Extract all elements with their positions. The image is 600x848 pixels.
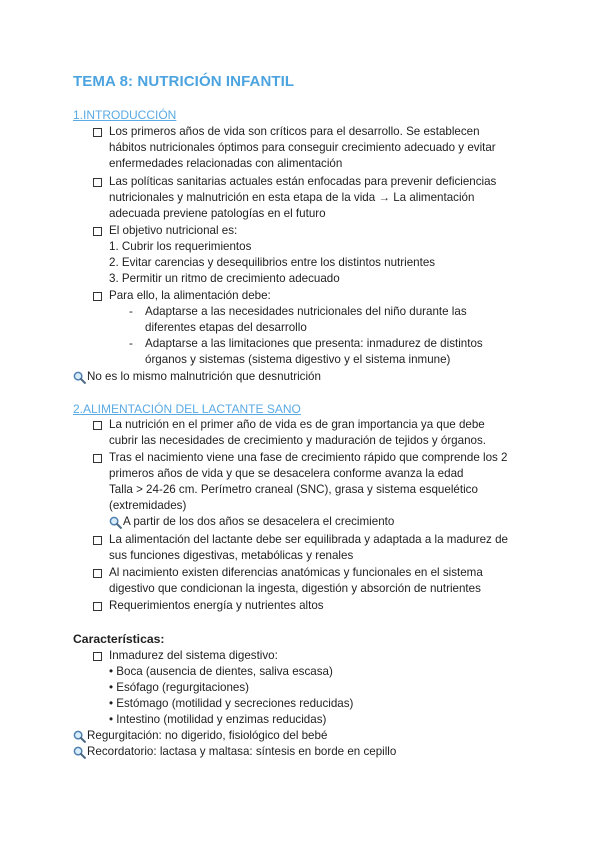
numbered-item: 3. Permitir un ritmo de crecimiento adecuado: [109, 272, 340, 285]
bullet-item: • Esófago (regurgitaciones): [109, 681, 250, 694]
dash-item-line: Adaptarse a las limitaciones que presenta: inmadurez de distintos: [145, 337, 483, 350]
note-line: A partir de los dos años se desacelera el crecimiento: [123, 515, 395, 528]
magnifier-icon: [73, 746, 86, 759]
checkbox-icon: [93, 602, 102, 611]
paragraph-line: Requerimientos energía y nutrientes altos: [109, 599, 324, 612]
checkbox-icon: [93, 227, 102, 236]
paragraph-line: Talla > 24-26 cm. Perímetro craneal (SNC), grasa y sistema esquelético: [109, 483, 478, 496]
bullet-item: • Boca (ausencia de dientes, saliva escasa): [109, 665, 333, 678]
dash-item-line: órganos y sistemas (sistema digestivo y el sistema inmune): [145, 353, 451, 366]
page-title: TEMA 8: NUTRICIÓN INFANTIL: [73, 73, 295, 90]
paragraph-line: enfermedades relacionadas con alimentación: [109, 157, 343, 170]
bullet-item: • Estómago (motilidad y secreciones reducidas): [109, 697, 354, 710]
paragraph-line: La nutrición en el primer año de vida es de gran importancia ya que debe: [109, 418, 485, 431]
paragraph-line: Tras el nacimiento viene una fase de crecimiento rápido que comprende los 2: [109, 451, 508, 464]
note-line: Regurgitación: no digerido, fisiológico del bebé: [87, 729, 328, 742]
paragraph-line: primeros años de vida y que se desacelera conforme avanza la edad: [109, 467, 464, 480]
section-heading-introduccion[interactable]: 1.INTRODUCCIÓN: [73, 108, 177, 122]
numbered-item: 1. Cubrir los requerimientos: [109, 240, 252, 253]
numbered-item: 2. Evitar carencias y desequilibrios entre los distintos nutrientes: [109, 256, 436, 269]
checkbox-icon: [93, 569, 102, 578]
checkbox-icon: [93, 128, 102, 137]
paragraph-line: Inmadurez del sistema digestivo:: [109, 649, 278, 662]
paragraph-line: Las políticas sanitarias actuales están enfocadas para prevenir deficiencias: [109, 175, 497, 188]
paragraph-line: (extremidades): [109, 499, 187, 512]
paragraph-line: cubrir las necesidades de crecimiento y maduración de tejidos y órganos.: [109, 434, 486, 447]
magnifier-icon: [109, 516, 122, 529]
paragraph-line: digestivo que condicionan la ingesta, digestión y absorción de nutrientes: [109, 582, 481, 595]
section-heading-alimentacion[interactable]: 2.ALIMENTACIÓN DEL LACTANTE SANO: [73, 402, 301, 416]
paragraph-line: nutricionales y malnutrición en esta etapa de la vida → La alimentación: [109, 191, 475, 204]
note-line: Recordatorio: lactasa y maltasa: síntesis en borde en cepillo: [87, 745, 397, 758]
paragraph-line: adecuada previene patologías en el futuro: [109, 207, 326, 220]
checkbox-icon: [93, 652, 102, 661]
magnifier-icon: [73, 371, 86, 384]
dash-item-line: Adaptarse a las necesidades nutricionales del niño durante las: [145, 305, 467, 318]
section-heading-caracteristicas: Características:: [73, 632, 165, 646]
bullet-item: • Intestino (motilidad y enzimas reducidas): [109, 713, 327, 726]
paragraph-line: Los primeros años de vida son críticos para el desarrollo. Se establecen: [109, 125, 480, 138]
checkbox-icon: [93, 536, 102, 545]
checkbox-icon: [93, 178, 102, 187]
checkbox-icon: [93, 454, 102, 463]
dash-bullet-icon: -: [129, 337, 133, 350]
magnifier-icon: [73, 730, 86, 743]
paragraph-line: El objetivo nutricional es:: [109, 224, 238, 237]
paragraph-line: Para ello, la alimentación debe:: [109, 289, 271, 302]
checkbox-icon: [93, 292, 102, 301]
note-line: No es lo mismo malnutrición que desnutrición: [87, 370, 321, 383]
checkbox-icon: [93, 421, 102, 430]
paragraph-line: hábitos nutricionales óptimos para conseguir crecimiento adecuado y evitar: [109, 141, 496, 154]
paragraph-line: Al nacimiento existen diferencias anatómicas y funcionales en el sistema: [109, 566, 483, 579]
dash-bullet-icon: -: [129, 305, 133, 318]
paragraph-line: La alimentación del lactante debe ser equilibrada y adaptada a la madurez de: [109, 533, 508, 546]
dash-item-line: diferentes etapas del desarrollo: [145, 321, 307, 334]
paragraph-line: sus funciones digestivas, metabólicas y renales: [109, 549, 354, 562]
